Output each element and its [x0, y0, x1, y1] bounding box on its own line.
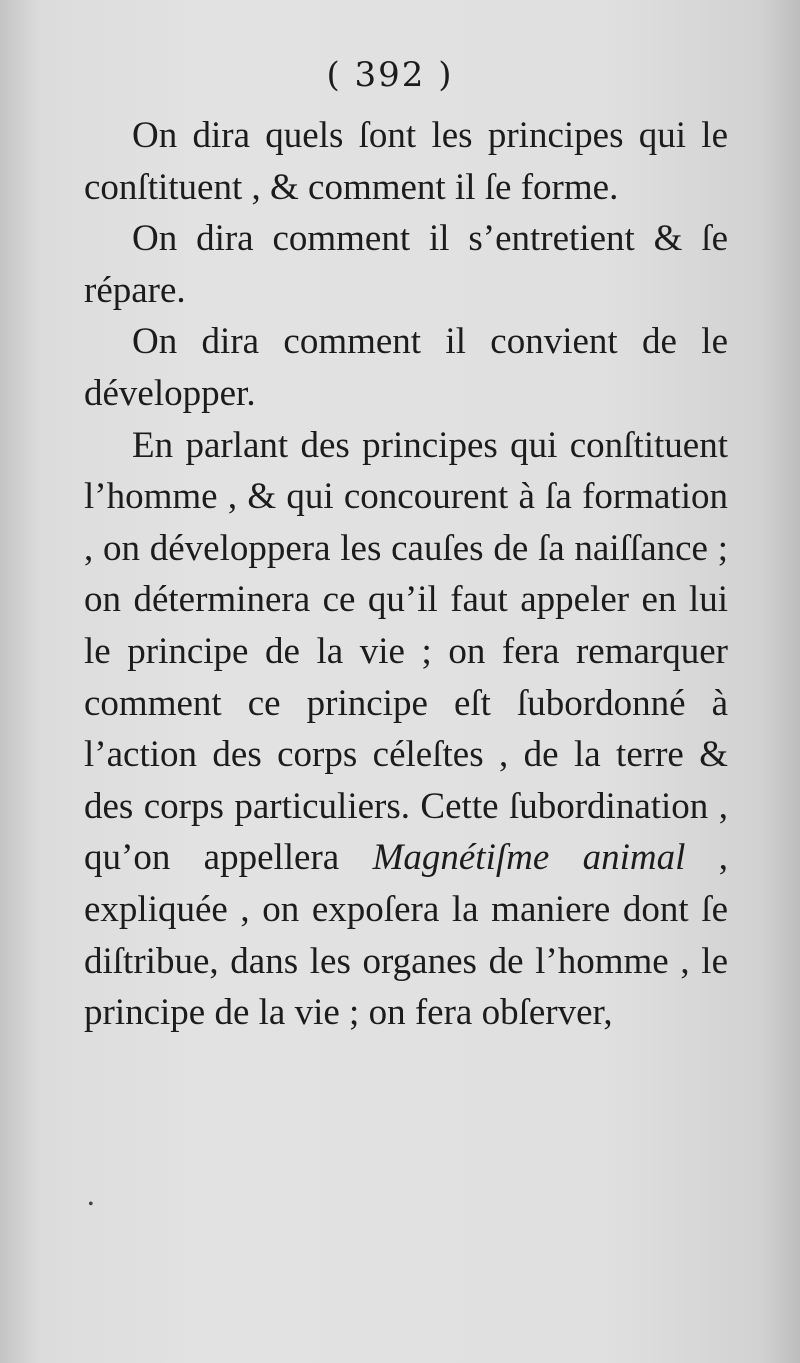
paragraph-1: On dira quels ſont les principes qui le conſtituent , & comment il ſe forme.	[84, 115, 728, 208]
paragraph-4	[84, 420, 728, 1039]
paragraph-4-text-before: En parlant des principes qui conſtituent l’homme , & qui concourent à ſa formation , on développera les cauſes de ſa naiſſance ; on déterminera ce qu’il faut appeler en lui le principe de la vie ; on fera remarquer comment ce principe eſt ſubordonné à l’action des corps céleſtes , de la terre & des corps particuliers. Cette ſubordination , qu’on appellera	[84, 424, 728, 879]
paragraph-3: On dira comment il convient de le développer.	[84, 321, 728, 414]
page-number: ( 392 )	[326, 55, 454, 95]
paragraph-2: On dira comment il s’entretient & ſe répare.	[84, 218, 728, 311]
paragraph-4-italic-term: Magnétiſme animal	[372, 837, 686, 879]
body-text	[84, 110, 728, 1039]
ink-mark: •	[88, 1196, 94, 1213]
paragraph-4-text-after: , expliquée , on expoſera la maniere dont ſe diſtribue, dans les organes de l’homme , le principe de la vie ; on fera obſerver,	[84, 837, 728, 1034]
